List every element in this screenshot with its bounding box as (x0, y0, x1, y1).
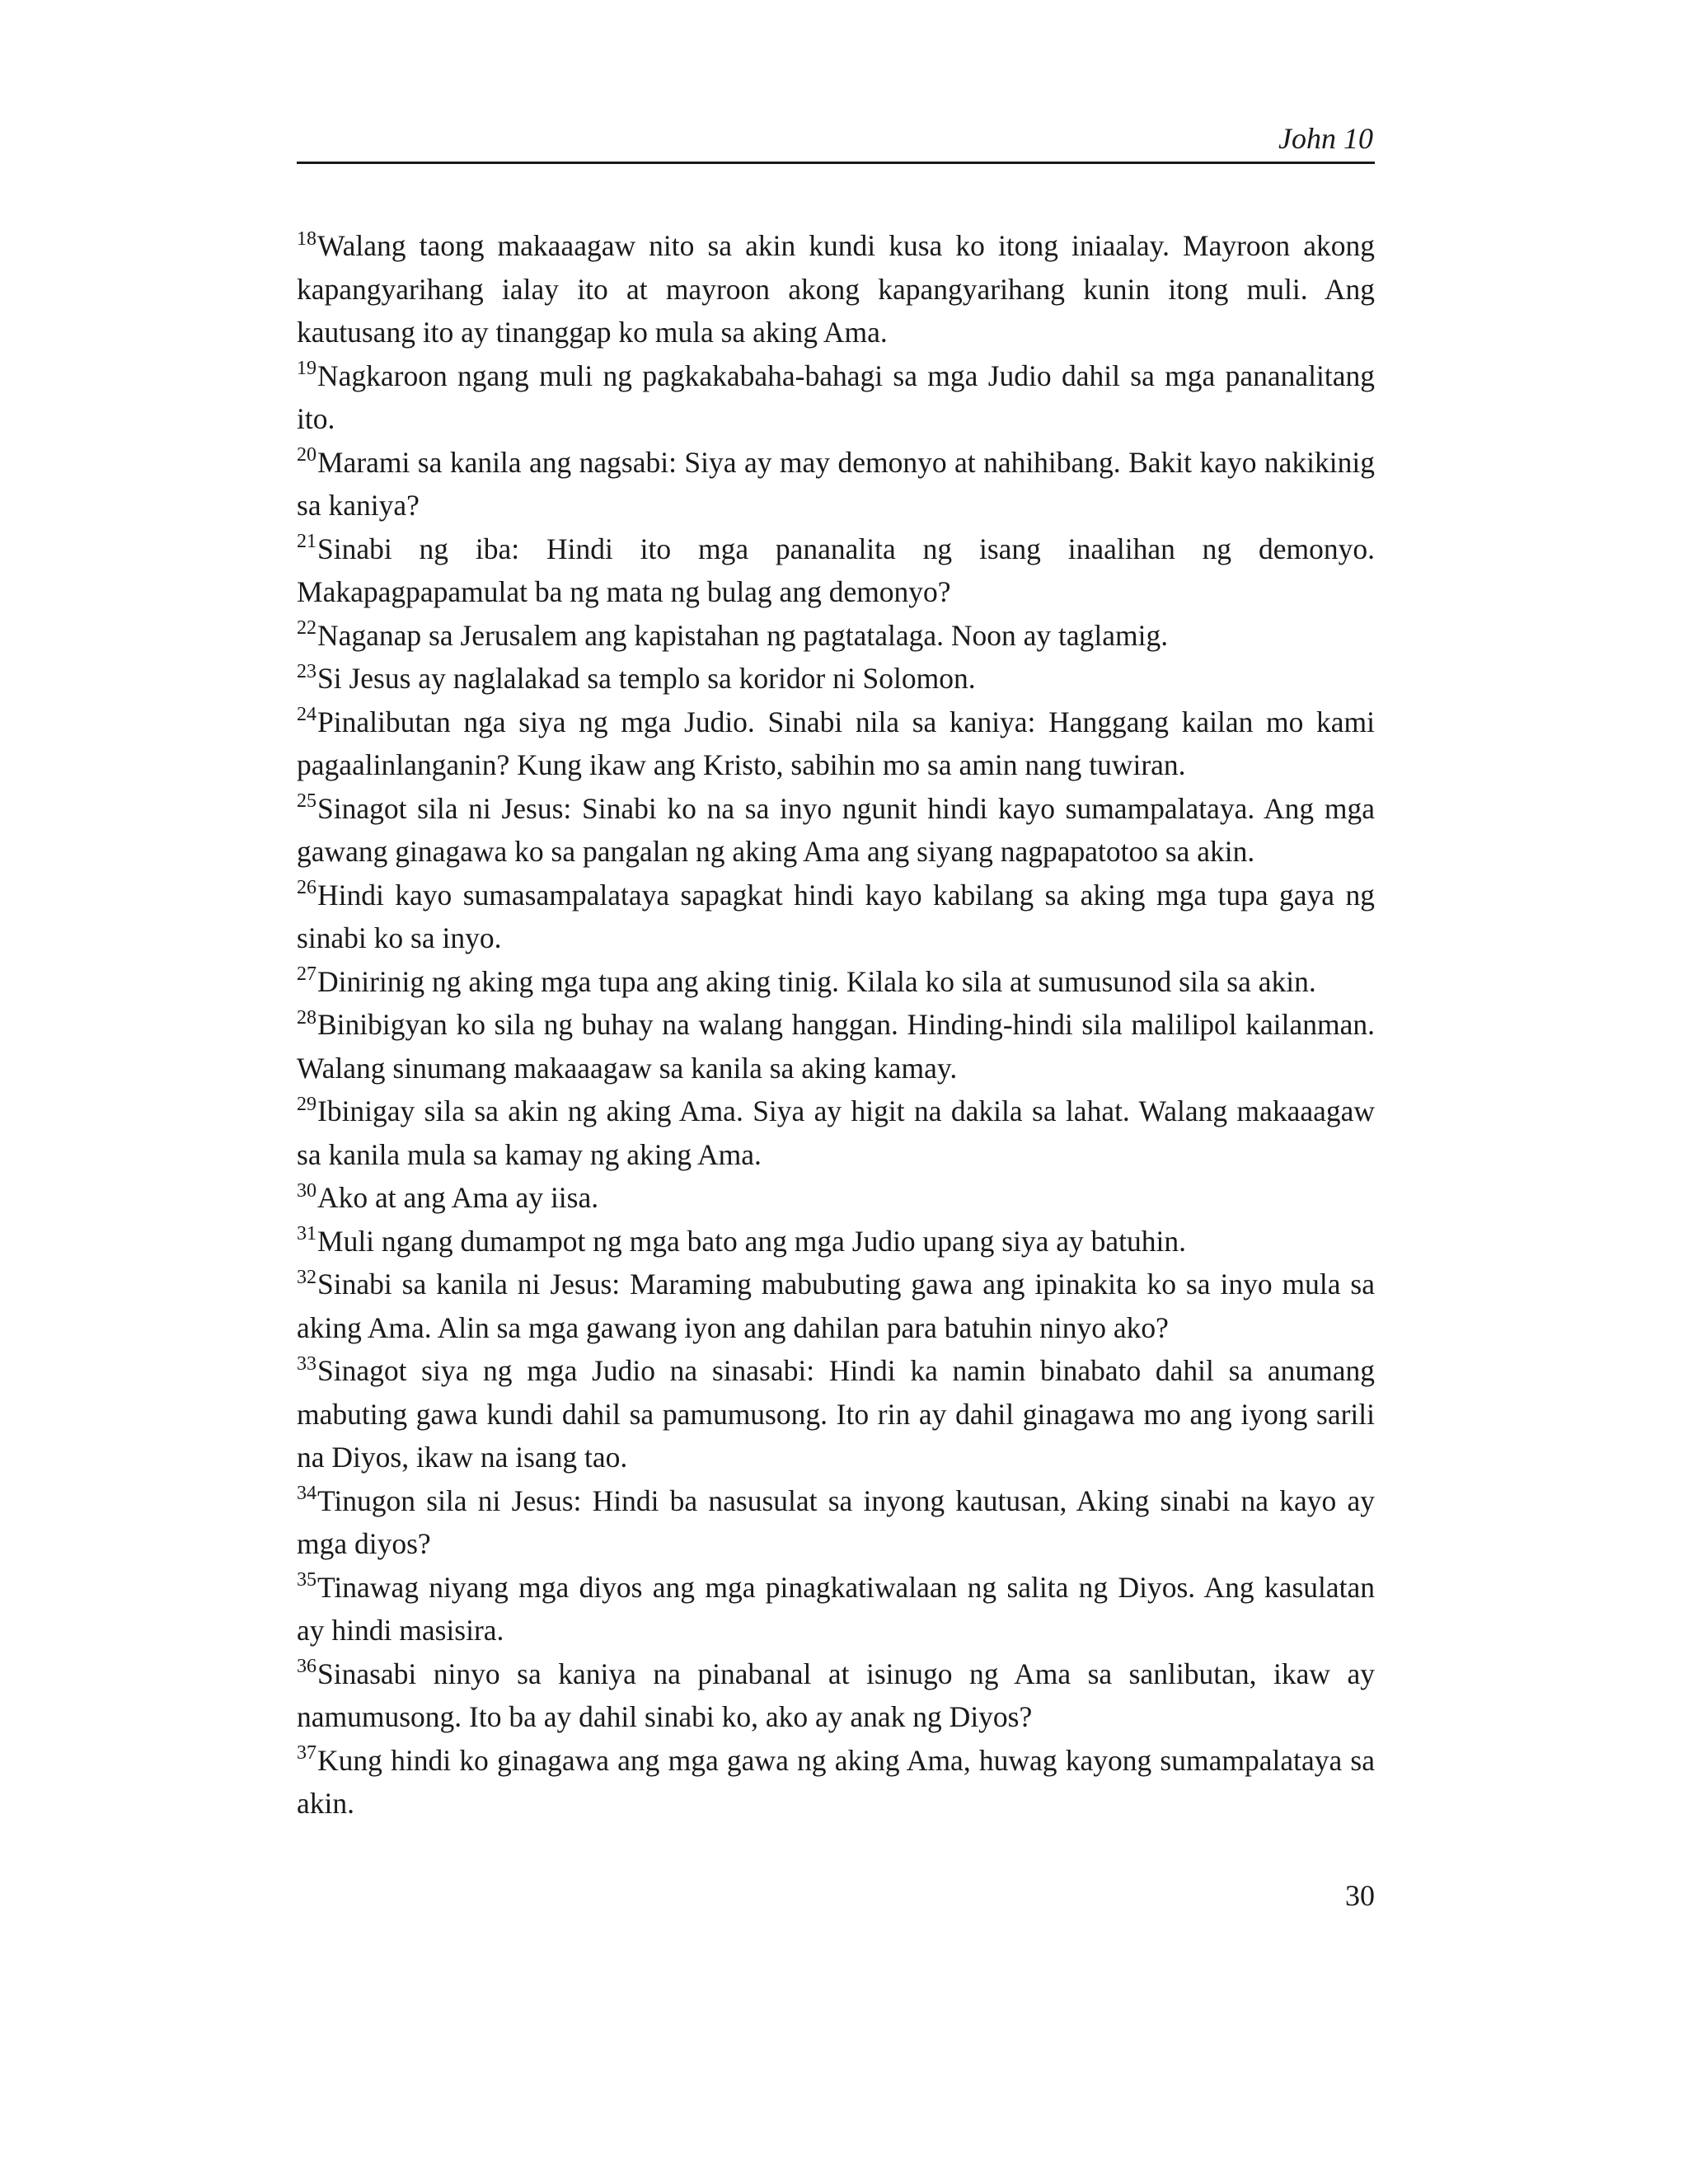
verse-number: 28 (297, 1006, 316, 1029)
verse-number: 29 (297, 1093, 316, 1115)
page-header (297, 122, 1375, 164)
verse (297, 441, 1375, 527)
verse-number: 23 (297, 660, 316, 682)
verse-number: 32 (297, 1266, 316, 1288)
verse-text: Tinawag niyang mga diyos ang mga pinagkatiwalaan ng salita ng Diyos. Ang kasulatan ay hindi masisira. (297, 1570, 1375, 1647)
verse (297, 1349, 1375, 1479)
verse-number: 20 (297, 444, 316, 466)
verse-text: Muli ngang dumampot ng mga bato ang mga Judio upang siya ay batuhin. (317, 1224, 1186, 1258)
verse-text: Binibigyan ko sila ng buhay na walang hanggan. Hinding-hindi sila malilipol kailanman. Walang sinumang makaaagaw sa kanila sa aking kamay. (297, 1008, 1375, 1085)
page-number: 30 (1345, 1879, 1375, 1912)
verse-number: 25 (297, 790, 316, 813)
verse-text: Hindi kayo sumasampalataya sapagkat hindi kayo kabilang sa aking mga tupa gaya ng sinabi ko sa inyo. (297, 878, 1375, 954)
verse (297, 224, 1375, 354)
verse-number: 33 (297, 1352, 316, 1375)
verse-number: 36 (297, 1656, 316, 1678)
verse-text: Naganap sa Jerusalem ang kapistahan ng pagtatalaga. Noon ay taglamig. (317, 618, 1169, 652)
verse (297, 1003, 1375, 1090)
verse-number: 35 (297, 1569, 316, 1591)
verse (297, 1176, 1375, 1220)
verse-text: Walang taong makaaagaw nito sa akin kundi kusa ko itong iniaalay. Mayroon akong kapangyarihang ialay ito at mayroon akong kapangyarihang kunin itong muli. Ang kautusang ito ay tinanggap ko mula sa aking Ama. (297, 229, 1375, 349)
verse-text: Tinugon sila ni Jesus: Hindi ba nasusulat sa inyong kautusan, Aking sinabi na kayo ay mga diyos? (297, 1483, 1375, 1560)
verse (297, 1263, 1375, 1349)
verse (297, 1090, 1375, 1176)
verse-number: 37 (297, 1742, 316, 1765)
verse (297, 1220, 1375, 1263)
verse-text: Sinagot sila ni Jesus: Sinabi ko na sa inyo ngunit hindi kayo sumampalataya. Ang mga gawang ginagawa ko sa pangalan ng aking Ama ang siyang nagpapatotoo sa akin. (297, 791, 1375, 868)
verse (297, 701, 1375, 787)
verse-text: Sinabi sa kanila ni Jesus: Maraming mabubuting gawa ang ipinakita ko sa inyo mula sa aking Ama. Alin sa mga gawang iyon ang dahilan para batuhin ninyo ako? (297, 1268, 1375, 1344)
verse-text: Sinabi ng iba: Hindi ito mga pananalita ng isang inaalihan ng demonyo. Makapagpapamulat ba ng mata ng bulag ang demonyo? (297, 532, 1375, 608)
verse-number: 19 (297, 358, 316, 380)
verse-text: Ako at ang Ama ay iisa. (317, 1181, 599, 1214)
verse-number: 27 (297, 963, 316, 986)
verse (297, 614, 1375, 658)
verse (297, 657, 1375, 701)
verse (297, 527, 1375, 614)
verse-number: 18 (297, 227, 316, 250)
verse (297, 960, 1375, 1004)
verse-number: 24 (297, 704, 316, 726)
verse-text: Nagkaroon ngang muli ng pagkakabaha-bahagi sa mga Judio dahil sa mga pananalitang ito. (297, 359, 1375, 435)
verse-number: 31 (297, 1223, 316, 1245)
verse-text: Si Jesus ay naglalakad sa templo sa koridor ni Solomon. (317, 662, 976, 695)
verse-text: Dinirinig ng aking mga tupa ang aking tinig. Kilala ko sila at sumusunod sila sa akin. (317, 964, 1316, 998)
verse-text: Kung hindi ko ginagawa ang mga gawa ng aking Ama, huwag kayong sumampalataya sa akin. (297, 1743, 1375, 1820)
verse-list (297, 224, 1375, 1825)
verse-text: Sinasabi ninyo sa kaniya na pinabanal at isinugo ng Ama sa sanlibutan, ikaw ay namumusong. Ito ba ay dahil sinabi ko, ako ay anak ng Diyos? (297, 1657, 1375, 1733)
verse-number: 26 (297, 877, 316, 899)
verse-text: Marami sa kanila ang nagsabi: Siya ay may demonyo at nahihibang. Bakit kayo nakikinig sa kaniya? (297, 445, 1375, 522)
verse-number: 30 (297, 1179, 316, 1202)
verse-text: Ibinigay sila sa akin ng aking Ama. Siya ay higit na dakila sa lahat. Walang makaaagaw sa kanila mula sa kamay ng aking Ama. (297, 1094, 1375, 1171)
verse-number: 22 (297, 617, 316, 640)
verse-number: 21 (297, 531, 316, 553)
verse-text: Pinalibutan nga siya ng mga Judio. Sinabi nila sa kaniya: Hanggang kailan mo kami pagaalinlanganin? Kung ikaw ang Kristo, sabihin mo sa amin nang tuwiran. (297, 705, 1375, 781)
verse (297, 874, 1375, 960)
verse (297, 1479, 1375, 1566)
running-head: John 10 (1278, 122, 1373, 155)
verse (297, 1739, 1375, 1825)
verse-text: Sinagot siya ng mga Judio na sinasabi: Hindi ka namin binabato dahil sa anumang mabuting gawa kundi dahil sa pamumusong. Ito rin ay dahil ginagawa mo ang iyong sarili na Diyos, ikaw na isang tao. (297, 1354, 1375, 1474)
verse (297, 354, 1375, 441)
verse (297, 1566, 1375, 1652)
verse (297, 787, 1375, 874)
verse (297, 1652, 1375, 1739)
verse-number: 34 (297, 1483, 316, 1505)
